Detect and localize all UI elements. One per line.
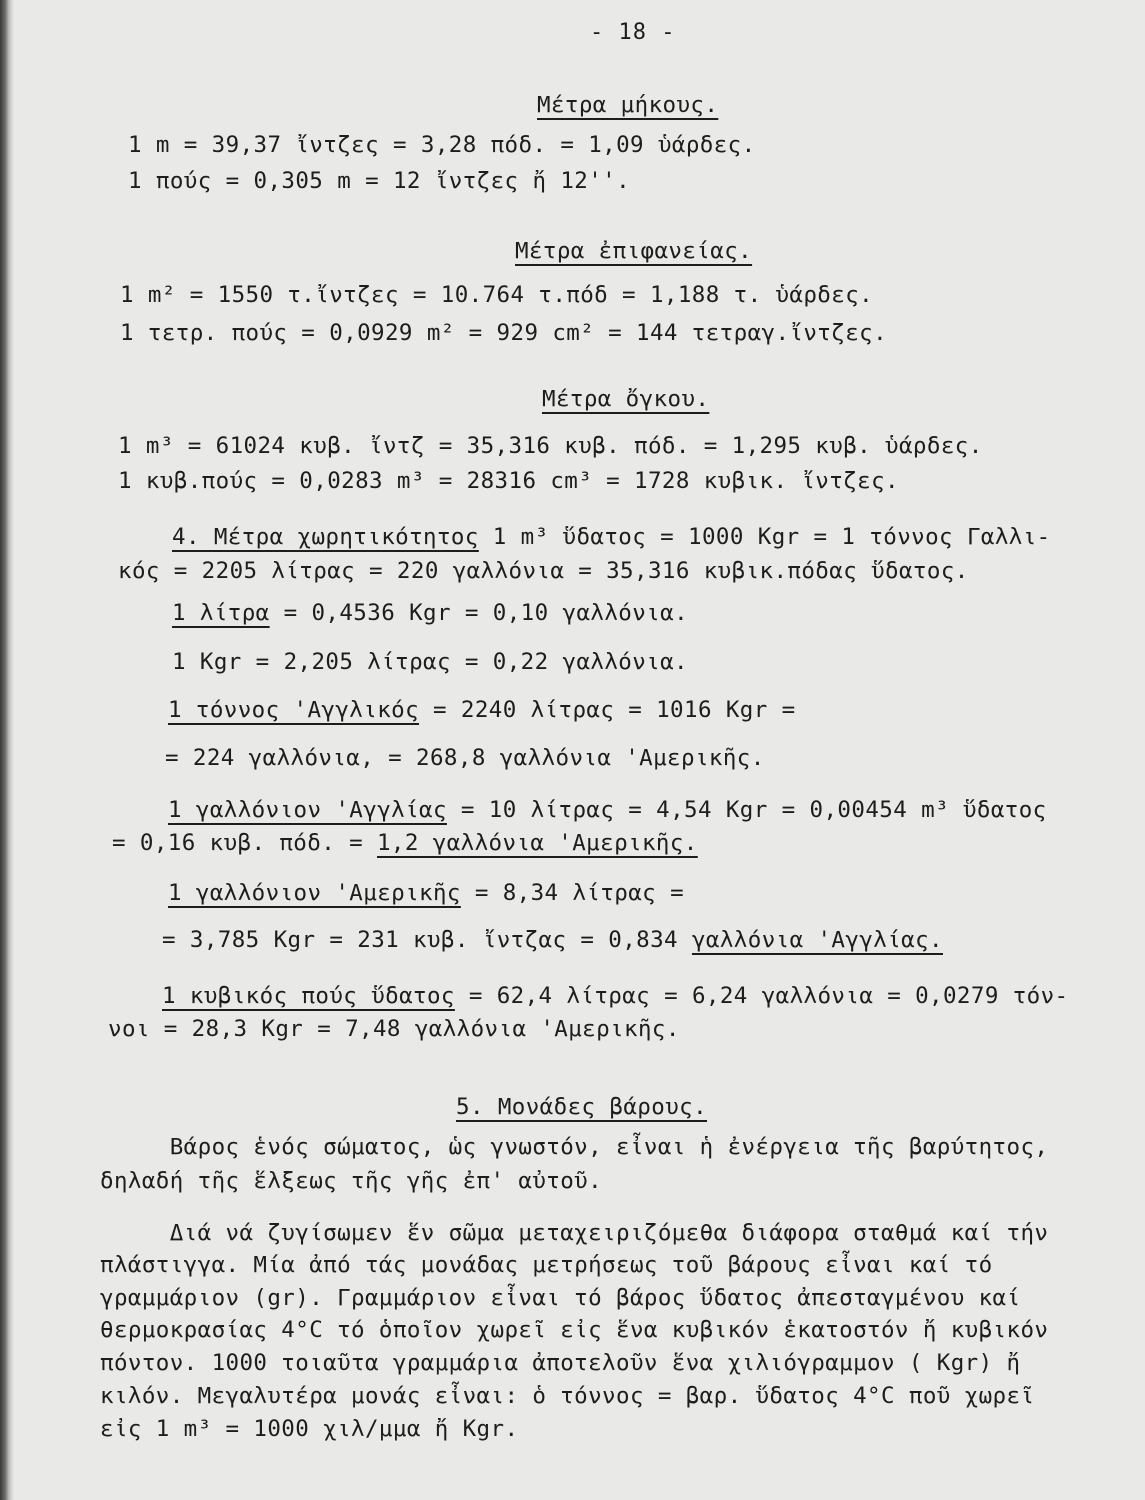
- us-gallon-label: 1 γαλλόνιον 'Αμερικῆς: [168, 880, 461, 906]
- heading-area-measures: Μέτρα ἐπιφανείας.: [515, 238, 753, 264]
- weight-paragraph-2-line-7: εἰς 1 m³ = 1000 χιλ/μμα ἤ Kgr.: [100, 1416, 519, 1442]
- weight-paragraph-2-line-2: πλάστιγγα. Μία ἀπό τάς μονάδας μετρήσεως τοῦ βάρους εἶναι καί τό: [100, 1252, 993, 1278]
- uk-gallon-label: 1 γαλλόνιον 'Αγγλίας: [168, 797, 447, 823]
- litra-text: = 0,4536 Kgr = 0,10 γαλλόνια.: [269, 600, 689, 626]
- litra-line: [172, 600, 688, 626]
- heading-weight-units: 5. Μονάδες βάρους.: [456, 1094, 708, 1120]
- cubic-foot-line: [162, 983, 1069, 1009]
- heading-volume-measures: Μέτρα ὄγκου.: [542, 386, 710, 412]
- us-gallon-line-2-text: = 3,785 Kgr = 231 κυβ. ἴντζας = 0,834: [162, 927, 692, 953]
- capacity-line-2: κός = 2205 λίτρας = 220 γαλλόνια = 35,316 κυβικ.πόδας ὕδατος.: [118, 558, 969, 584]
- area-line-2: 1 τετρ. πούς = 0,0929 m² = 929 cm² = 144 τετραγ.ἴντζες.: [120, 320, 888, 346]
- length-line-1: 1 m = 39,37 ἴντζες = 3,28 πόδ. = 1,09 ὑάρδες.: [128, 132, 756, 158]
- weight-paragraph-2-line-6: κιλόν. Μεγαλυτέρα μονάς εἶναι: ὁ τόννος = βαρ. ὕδατος 4°C ποῦ χωρεῖ: [100, 1383, 1035, 1409]
- area-line-1: 1 m² = 1550 τ.ἴντζες = 10.764 τ.πόδ = 1,188 τ. ὑάρδες.: [120, 282, 874, 308]
- weight-paragraph-2-line-5: πόντον. 1000 τοιαῦτα γραμμάρια ἀποτελοῦν ἕνα χιλιόγραμμον ( Kgr) ἤ: [100, 1350, 1021, 1376]
- page-number: - 18 -: [590, 20, 676, 45]
- weight-paragraph-2-line-1: Διά νά ζυγίσωμεν ἕν σῶμα μεταχειριζόμεθα διάφορα σταθμά καί τήν: [100, 1220, 1049, 1246]
- uk-gallon-text: = 10 λίτρας = 4,54 Kgr = 0,00454 m³ ὕδατος: [446, 797, 1047, 823]
- capacity-line-1-text: 1 m³ ὕδατος = 1000 Kgr = 1 τόννος Γαλλι-: [478, 524, 1051, 550]
- weight-paragraph-1-line-2: δηλαδή τῆς ἕλξεως τῆς γῆς ἐπ' αὐτοῦ.: [100, 1168, 603, 1194]
- length-line-2: 1 πούς = 0,305 m = 12 ἴντζες ἤ 12''.: [128, 168, 631, 194]
- cubic-foot-line-2: νοι = 28,3 Kgr = 7,48 γαλλόνια 'Αμερικῆς.: [108, 1016, 680, 1042]
- uk-gallon-line: [168, 797, 1047, 823]
- weight-paragraph-1-line-1: Βάρος ἑνός σώματος, ὡς γνωστόν, εἶναι ἡ ἐνέργεια τῆς βαρύτητος,: [100, 1134, 1049, 1160]
- capacity-heading: 4. Μέτρα χωρητικότητος: [172, 524, 479, 550]
- book-binding-edge: [0, 0, 14, 1500]
- cubic-foot-text: = 62,4 λίτρας = 6,24 γαλλόνια = 0,0279 τόν-: [454, 983, 1069, 1009]
- kgr-line: 1 Kgr = 2,205 λίτρας = 0,22 γαλλόνια.: [172, 649, 689, 675]
- volume-line-2: 1 κυβ.πούς = 0,0283 m³ = 28316 cm³ = 1728 κυβικ. ἴντζες.: [118, 468, 899, 494]
- litra-label: 1 λίτρα: [172, 600, 270, 626]
- weight-paragraph-2-line-3: γραμμάριον (gr). Γραμμάριον εἶναι τό βάρος ὕδατος ἀπεσταγμένου καί: [100, 1285, 1021, 1311]
- capacity-line-1: [172, 524, 1051, 550]
- us-gallon-line: [168, 880, 684, 906]
- us-gallon-text: = 8,34 λίτρας =: [460, 880, 685, 906]
- uk-gallon-line-2-text: = 0,16 κυβ. πόδ. =: [112, 830, 377, 856]
- us-gallon-uk-equivalent: γαλλόνια 'Αγγλίας.: [691, 927, 943, 953]
- english-ton-label: 1 τόννος 'Αγγλικός: [168, 697, 420, 723]
- volume-line-1: 1 m³ = 61024 κυβ. ἴντζ = 35,316 κυβ. πόδ. = 1,295 κυβ. ὑάρδες.: [118, 433, 983, 459]
- heading-length-measures: Μέτρα μήκους.: [537, 92, 719, 118]
- uk-gallon-line-2: [112, 830, 698, 856]
- uk-gallon-us-equivalent: 1,2 γαλλόνια 'Αμερικῆς.: [376, 830, 698, 856]
- cubic-foot-label: 1 κυβικός πούς ὕδατος: [162, 983, 455, 1009]
- us-gallon-line-2: [162, 927, 943, 953]
- english-ton-text: = 2240 λίτρας = 1016 Kgr =: [419, 697, 796, 723]
- english-ton-line: [168, 697, 796, 723]
- english-ton-line-2: = 224 γαλλόνια, = 268,8 γαλλόνια 'Αμερικῆς.: [165, 745, 765, 771]
- weight-paragraph-2-line-4: θερμοκρασίας 4°C τό ὁποῖον χωρεῖ εἰς ἕνα κυβικόν ἑκατοστόν ἤ κυβικόν: [100, 1317, 1049, 1343]
